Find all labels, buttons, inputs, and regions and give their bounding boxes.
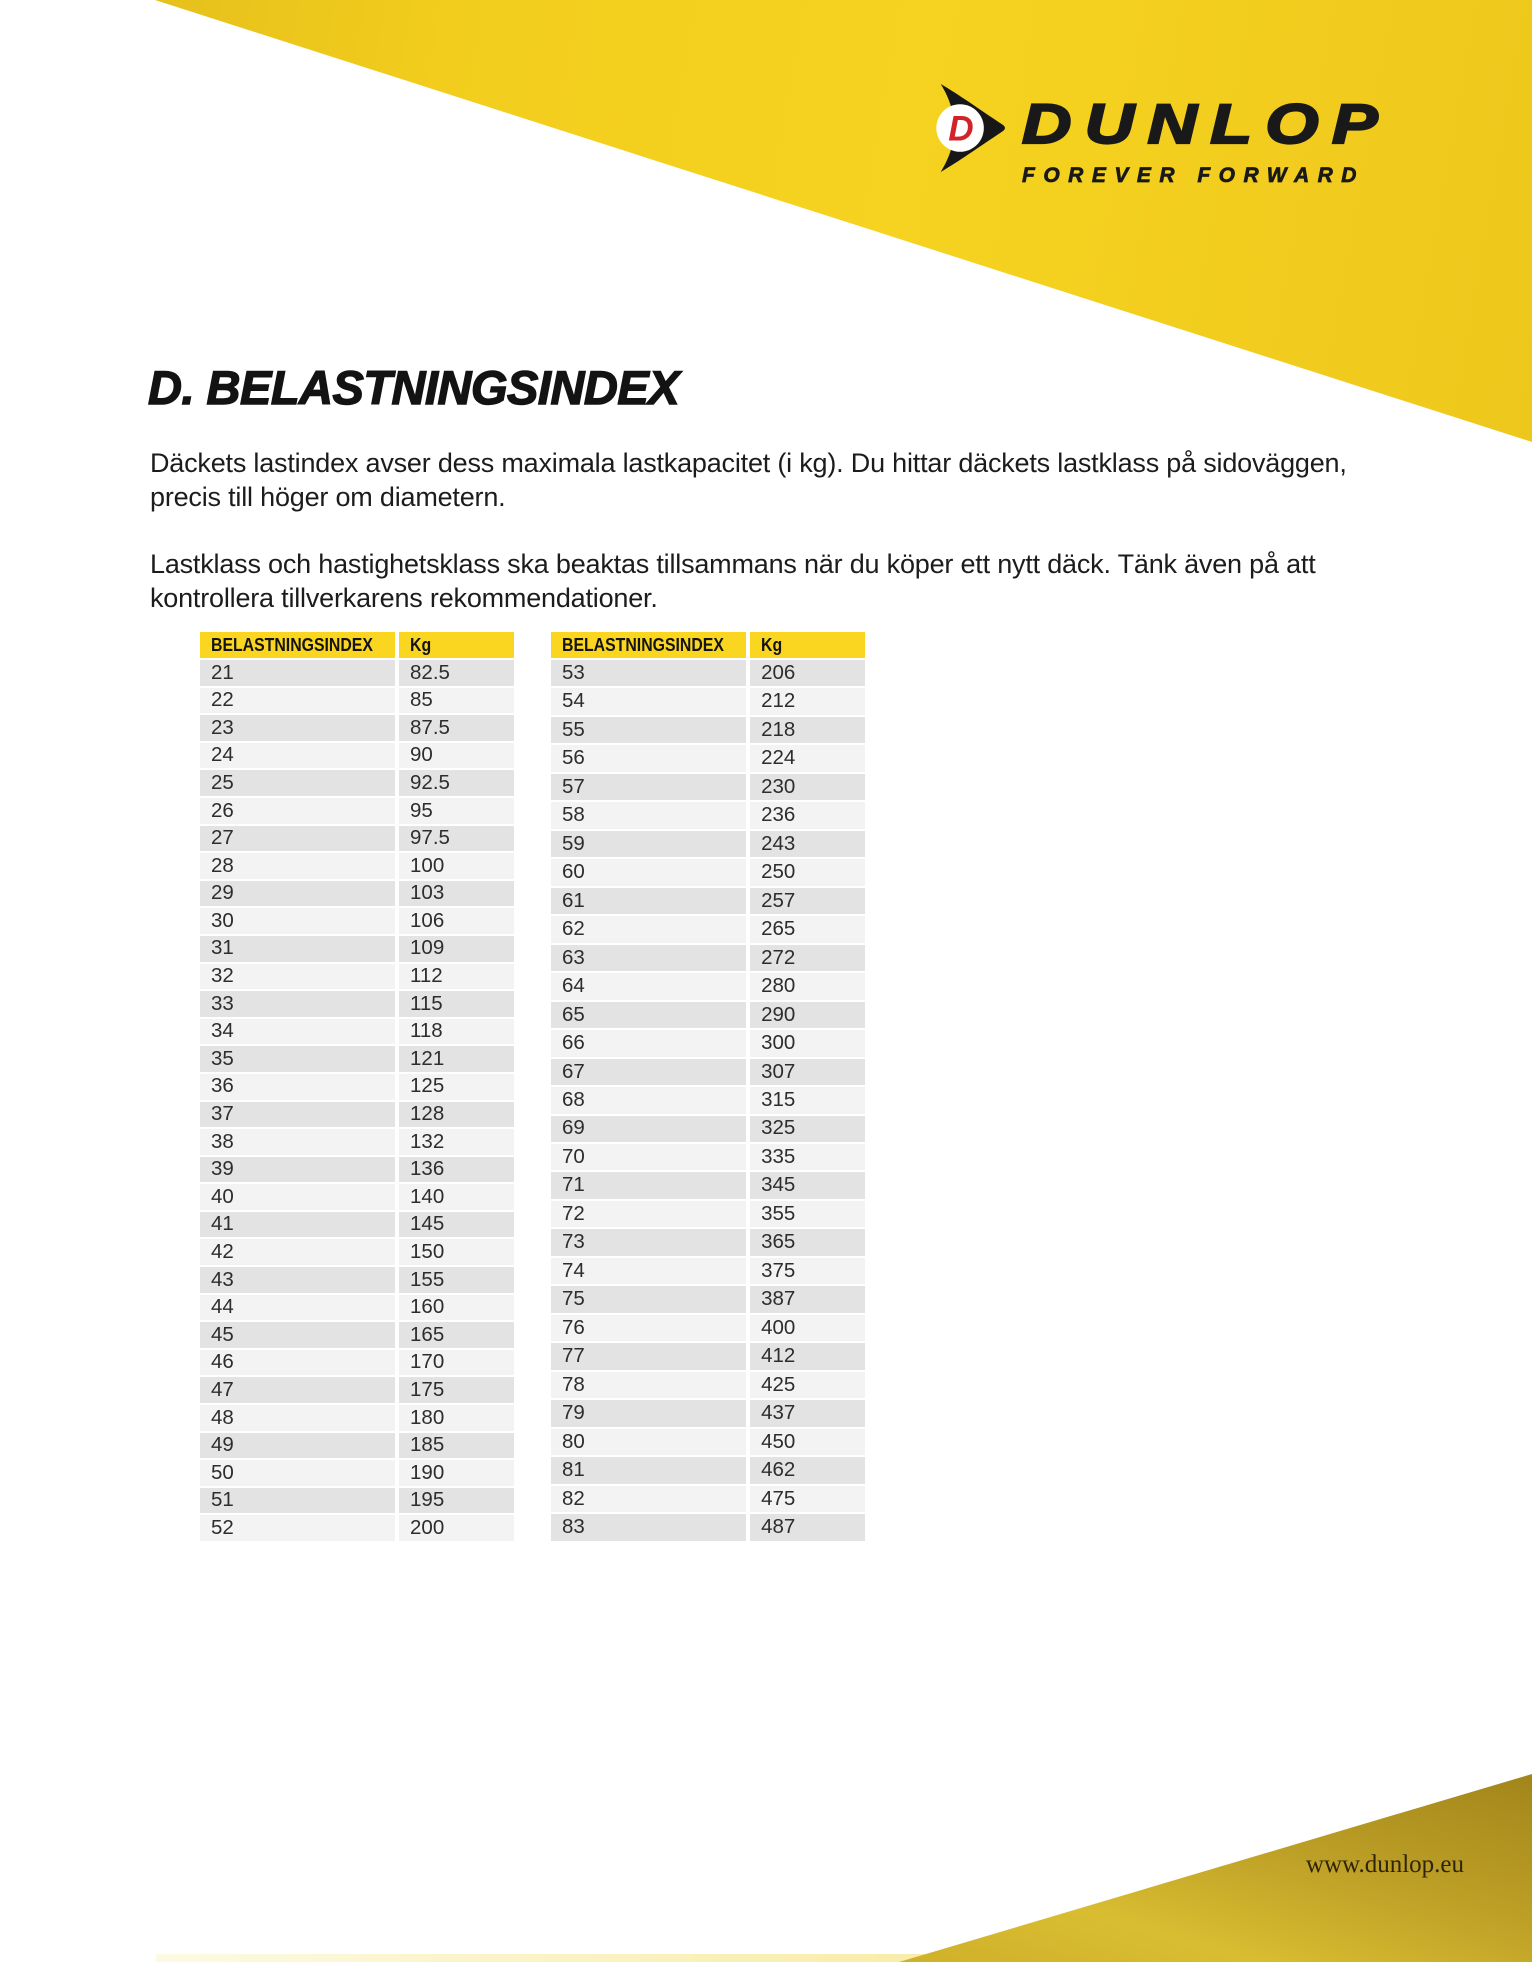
table-header-row bbox=[200, 632, 514, 658]
table-row bbox=[551, 1400, 865, 1426]
table-row bbox=[551, 717, 865, 743]
footer-website-link[interactable]: www.dunlop.eu bbox=[1305, 1851, 1464, 1878]
table-cell: 487 bbox=[750, 1514, 865, 1541]
table-cell: 145 bbox=[399, 1212, 514, 1238]
table-cell: 76 bbox=[551, 1315, 746, 1341]
column-header: Kg bbox=[750, 632, 865, 658]
intro-paragraph: Däckets lastindex avser dess maximala lastkapacitet (i kg). Du hittar däckets lastklass på sidoväggen, precis till höger om diametern. bbox=[150, 448, 1347, 512]
table-cell: 33 bbox=[200, 991, 395, 1017]
table-cell: 90 bbox=[399, 743, 514, 769]
table-cell: 64 bbox=[551, 973, 746, 999]
column-header: BELASTNINGSINDEX bbox=[551, 632, 746, 658]
table-cell: 31 bbox=[200, 936, 395, 962]
table-cell: 55 bbox=[551, 717, 746, 743]
page-title: D. BELASTNINGSINDEX bbox=[148, 361, 680, 414]
table-cell: 180 bbox=[399, 1405, 514, 1431]
table-cell: 412 bbox=[750, 1343, 865, 1369]
table-cell: 195 bbox=[399, 1488, 514, 1514]
table-cell: 22 bbox=[200, 688, 395, 714]
table-cell: 28 bbox=[200, 853, 395, 879]
table-cell: 132 bbox=[399, 1129, 514, 1155]
table-cell: 462 bbox=[750, 1457, 865, 1483]
table-row bbox=[200, 660, 514, 686]
table-row bbox=[200, 688, 514, 714]
table-cell: 185 bbox=[399, 1433, 514, 1459]
table-cell: 79 bbox=[551, 1400, 746, 1426]
table-row bbox=[551, 831, 865, 857]
table-cell: 43 bbox=[200, 1267, 395, 1293]
table-cell: 315 bbox=[750, 1087, 865, 1113]
table-cell: 52 bbox=[200, 1515, 395, 1541]
table-row bbox=[551, 888, 865, 914]
table-row bbox=[200, 1212, 514, 1238]
table-row bbox=[200, 1129, 514, 1155]
table-cell: 36 bbox=[200, 1074, 395, 1100]
table-cell: 54 bbox=[551, 688, 746, 714]
table-cell: 78 bbox=[551, 1372, 746, 1398]
table-cell: 128 bbox=[399, 1102, 514, 1128]
table-row bbox=[200, 1488, 514, 1514]
table-cell: 400 bbox=[750, 1315, 865, 1341]
table-cell: 475 bbox=[750, 1486, 865, 1512]
table-cell: 112 bbox=[399, 964, 514, 990]
table-cell: 100 bbox=[399, 853, 514, 879]
table-row bbox=[200, 1350, 514, 1376]
table-row bbox=[200, 881, 514, 907]
column-header: BELASTNINGSINDEX bbox=[200, 632, 395, 658]
table-cell: 35 bbox=[200, 1046, 395, 1072]
table-cell: 425 bbox=[750, 1372, 865, 1398]
table-row bbox=[200, 798, 514, 824]
table-cell: 437 bbox=[750, 1400, 865, 1426]
table-row bbox=[200, 770, 514, 796]
table-row bbox=[551, 745, 865, 771]
table-cell: 38 bbox=[200, 1129, 395, 1155]
table-cell: 212 bbox=[750, 688, 865, 714]
table-cell: 280 bbox=[750, 973, 865, 999]
table-cell: 44 bbox=[200, 1295, 395, 1321]
table-cell: 49 bbox=[200, 1433, 395, 1459]
table-cell: 51 bbox=[200, 1488, 395, 1514]
table-row bbox=[551, 1087, 865, 1113]
table-cell: 26 bbox=[200, 798, 395, 824]
table-cell: 66 bbox=[551, 1030, 746, 1056]
table-cell: 307 bbox=[750, 1059, 865, 1085]
table-cell: 60 bbox=[551, 859, 746, 885]
table-cell: 160 bbox=[399, 1295, 514, 1321]
table-row bbox=[551, 660, 865, 686]
table-cell: 81 bbox=[551, 1457, 746, 1483]
table-cell: 87.5 bbox=[399, 715, 514, 741]
table-cell: 75 bbox=[551, 1286, 746, 1312]
table-cell: 224 bbox=[750, 745, 865, 771]
table-cell: 85 bbox=[399, 688, 514, 714]
table-cell: 41 bbox=[200, 1212, 395, 1238]
table-cell: 61 bbox=[551, 888, 746, 914]
table-row bbox=[551, 1002, 865, 1028]
table-cell: 25 bbox=[200, 770, 395, 796]
table-row bbox=[200, 1019, 514, 1045]
table-cell: 30 bbox=[200, 908, 395, 934]
table-row bbox=[551, 1116, 865, 1142]
table-cell: 92.5 bbox=[399, 770, 514, 796]
table-cell: 45 bbox=[200, 1322, 395, 1348]
table-row bbox=[551, 1429, 865, 1455]
table-cell: 125 bbox=[399, 1074, 514, 1100]
table-cell: 272 bbox=[750, 945, 865, 971]
table-cell: 63 bbox=[551, 945, 746, 971]
table-row bbox=[200, 1460, 514, 1486]
table-row bbox=[200, 1102, 514, 1128]
table-row bbox=[551, 1372, 865, 1398]
table-row bbox=[551, 1059, 865, 1085]
table-row bbox=[200, 991, 514, 1017]
table-cell: 257 bbox=[750, 888, 865, 914]
table-cell: 155 bbox=[399, 1267, 514, 1293]
table-cell: 27 bbox=[200, 826, 395, 852]
table-row bbox=[551, 1286, 865, 1312]
table-cell: 56 bbox=[551, 745, 746, 771]
table-cell: 218 bbox=[750, 717, 865, 743]
table-cell: 74 bbox=[551, 1258, 746, 1284]
table-cell: 72 bbox=[551, 1201, 746, 1227]
table-cell: 106 bbox=[399, 908, 514, 934]
table-cell: 32 bbox=[200, 964, 395, 990]
logo-brand-name: DUNLOP bbox=[1022, 92, 1391, 155]
table-cell: 23 bbox=[200, 715, 395, 741]
table-cell: 80 bbox=[551, 1429, 746, 1455]
table-cell: 65 bbox=[551, 1002, 746, 1028]
table-cell: 47 bbox=[200, 1377, 395, 1403]
table-cell: 73 bbox=[551, 1229, 746, 1255]
table-cell: 40 bbox=[200, 1184, 395, 1210]
table-cell: 67 bbox=[551, 1059, 746, 1085]
table-row bbox=[551, 1258, 865, 1284]
table-cell: 150 bbox=[399, 1239, 514, 1265]
table-row bbox=[551, 1315, 865, 1341]
table-row bbox=[200, 1267, 514, 1293]
table-row bbox=[551, 688, 865, 714]
table-cell: 77 bbox=[551, 1343, 746, 1369]
table-cell: 70 bbox=[551, 1144, 746, 1170]
table-cell: 140 bbox=[399, 1184, 514, 1210]
table-row bbox=[200, 1295, 514, 1321]
load-index-table-left bbox=[196, 630, 518, 1543]
table-cell: 206 bbox=[750, 660, 865, 686]
load-index-tables bbox=[196, 630, 869, 1543]
table-cell: 355 bbox=[750, 1201, 865, 1227]
table-row bbox=[200, 1239, 514, 1265]
table-cell: 21 bbox=[200, 660, 395, 686]
table-cell: 345 bbox=[750, 1172, 865, 1198]
table-row bbox=[551, 1172, 865, 1198]
table-cell: 375 bbox=[750, 1258, 865, 1284]
logo-tagline: FOREVER FORWARD bbox=[1022, 164, 1365, 187]
table-cell: 165 bbox=[399, 1322, 514, 1348]
table-cell: 243 bbox=[750, 831, 865, 857]
table-cell: 95 bbox=[399, 798, 514, 824]
table-cell: 57 bbox=[551, 774, 746, 800]
table-cell: 190 bbox=[399, 1460, 514, 1486]
table-cell: 290 bbox=[750, 1002, 865, 1028]
table-row bbox=[551, 973, 865, 999]
table-cell: 115 bbox=[399, 991, 514, 1017]
table-row bbox=[551, 1343, 865, 1369]
table-row bbox=[551, 774, 865, 800]
table-row bbox=[551, 916, 865, 942]
table-cell: 83 bbox=[551, 1514, 746, 1541]
table-cell: 200 bbox=[399, 1515, 514, 1541]
table-cell: 230 bbox=[750, 774, 865, 800]
advice-paragraph: Lastklass och hastighetsklass ska beaktas tillsammans när du köper ett nytt däck. Tänk även på att kontrollera tillverkarens rekommendationer. bbox=[150, 549, 1316, 613]
table-row bbox=[200, 936, 514, 962]
dunlop-logo bbox=[928, 84, 1391, 188]
table-cell: 265 bbox=[750, 916, 865, 942]
table-cell: 58 bbox=[551, 802, 746, 828]
table-cell: 82 bbox=[551, 1486, 746, 1512]
table-row bbox=[200, 1074, 514, 1100]
table-row bbox=[551, 945, 865, 971]
table-cell: 82.5 bbox=[399, 660, 514, 686]
table-cell: 175 bbox=[399, 1377, 514, 1403]
table-row bbox=[200, 1046, 514, 1072]
table-header-row bbox=[551, 632, 865, 658]
table-cell: 42 bbox=[200, 1239, 395, 1265]
table-cell: 29 bbox=[200, 881, 395, 907]
table-cell: 69 bbox=[551, 1116, 746, 1142]
table-cell: 53 bbox=[551, 660, 746, 686]
table-cell: 37 bbox=[200, 1102, 395, 1128]
table-row bbox=[551, 802, 865, 828]
svg-text:D: D bbox=[948, 109, 974, 149]
table-cell: 236 bbox=[750, 802, 865, 828]
table-cell: 46 bbox=[200, 1350, 395, 1376]
table-cell: 325 bbox=[750, 1116, 865, 1142]
table-cell: 109 bbox=[399, 936, 514, 962]
column-header: Kg bbox=[399, 632, 514, 658]
table-cell: 300 bbox=[750, 1030, 865, 1056]
table-cell: 68 bbox=[551, 1087, 746, 1113]
table-row bbox=[200, 964, 514, 990]
table-row bbox=[200, 826, 514, 852]
table-row bbox=[551, 859, 865, 885]
table-cell: 170 bbox=[399, 1350, 514, 1376]
logo-text bbox=[1022, 84, 1391, 188]
table-row bbox=[551, 1486, 865, 1512]
load-index-table-right bbox=[547, 630, 869, 1543]
table-cell: 136 bbox=[399, 1157, 514, 1183]
table-cell: 250 bbox=[750, 859, 865, 885]
table-cell: 121 bbox=[399, 1046, 514, 1072]
table-cell: 387 bbox=[750, 1286, 865, 1312]
table-row bbox=[200, 1405, 514, 1431]
table-row bbox=[551, 1514, 865, 1541]
table-row bbox=[200, 1515, 514, 1541]
table-cell: 24 bbox=[200, 743, 395, 769]
table-row bbox=[200, 853, 514, 879]
table-row bbox=[551, 1144, 865, 1170]
table-row bbox=[200, 1184, 514, 1210]
table-cell: 62 bbox=[551, 916, 746, 942]
table-row bbox=[200, 908, 514, 934]
table-row bbox=[551, 1229, 865, 1255]
table-cell: 34 bbox=[200, 1019, 395, 1045]
table-row bbox=[200, 743, 514, 769]
table-row bbox=[200, 1433, 514, 1459]
table-cell: 335 bbox=[750, 1144, 865, 1170]
table-cell: 97.5 bbox=[399, 826, 514, 852]
table-cell: 48 bbox=[200, 1405, 395, 1431]
table-cell: 39 bbox=[200, 1157, 395, 1183]
table-row bbox=[551, 1201, 865, 1227]
table-cell: 71 bbox=[551, 1172, 746, 1198]
table-cell: 450 bbox=[750, 1429, 865, 1455]
table-row bbox=[551, 1457, 865, 1483]
table-cell: 103 bbox=[399, 881, 514, 907]
table-row bbox=[551, 1030, 865, 1056]
table-row bbox=[200, 1157, 514, 1183]
table-cell: 59 bbox=[551, 831, 746, 857]
table-cell: 365 bbox=[750, 1229, 865, 1255]
dunlop-flying-d-icon bbox=[928, 84, 1008, 172]
table-cell: 50 bbox=[200, 1460, 395, 1486]
table-row bbox=[200, 1322, 514, 1348]
table-row bbox=[200, 715, 514, 741]
table-cell: 118 bbox=[399, 1019, 514, 1045]
table-row bbox=[200, 1377, 514, 1403]
